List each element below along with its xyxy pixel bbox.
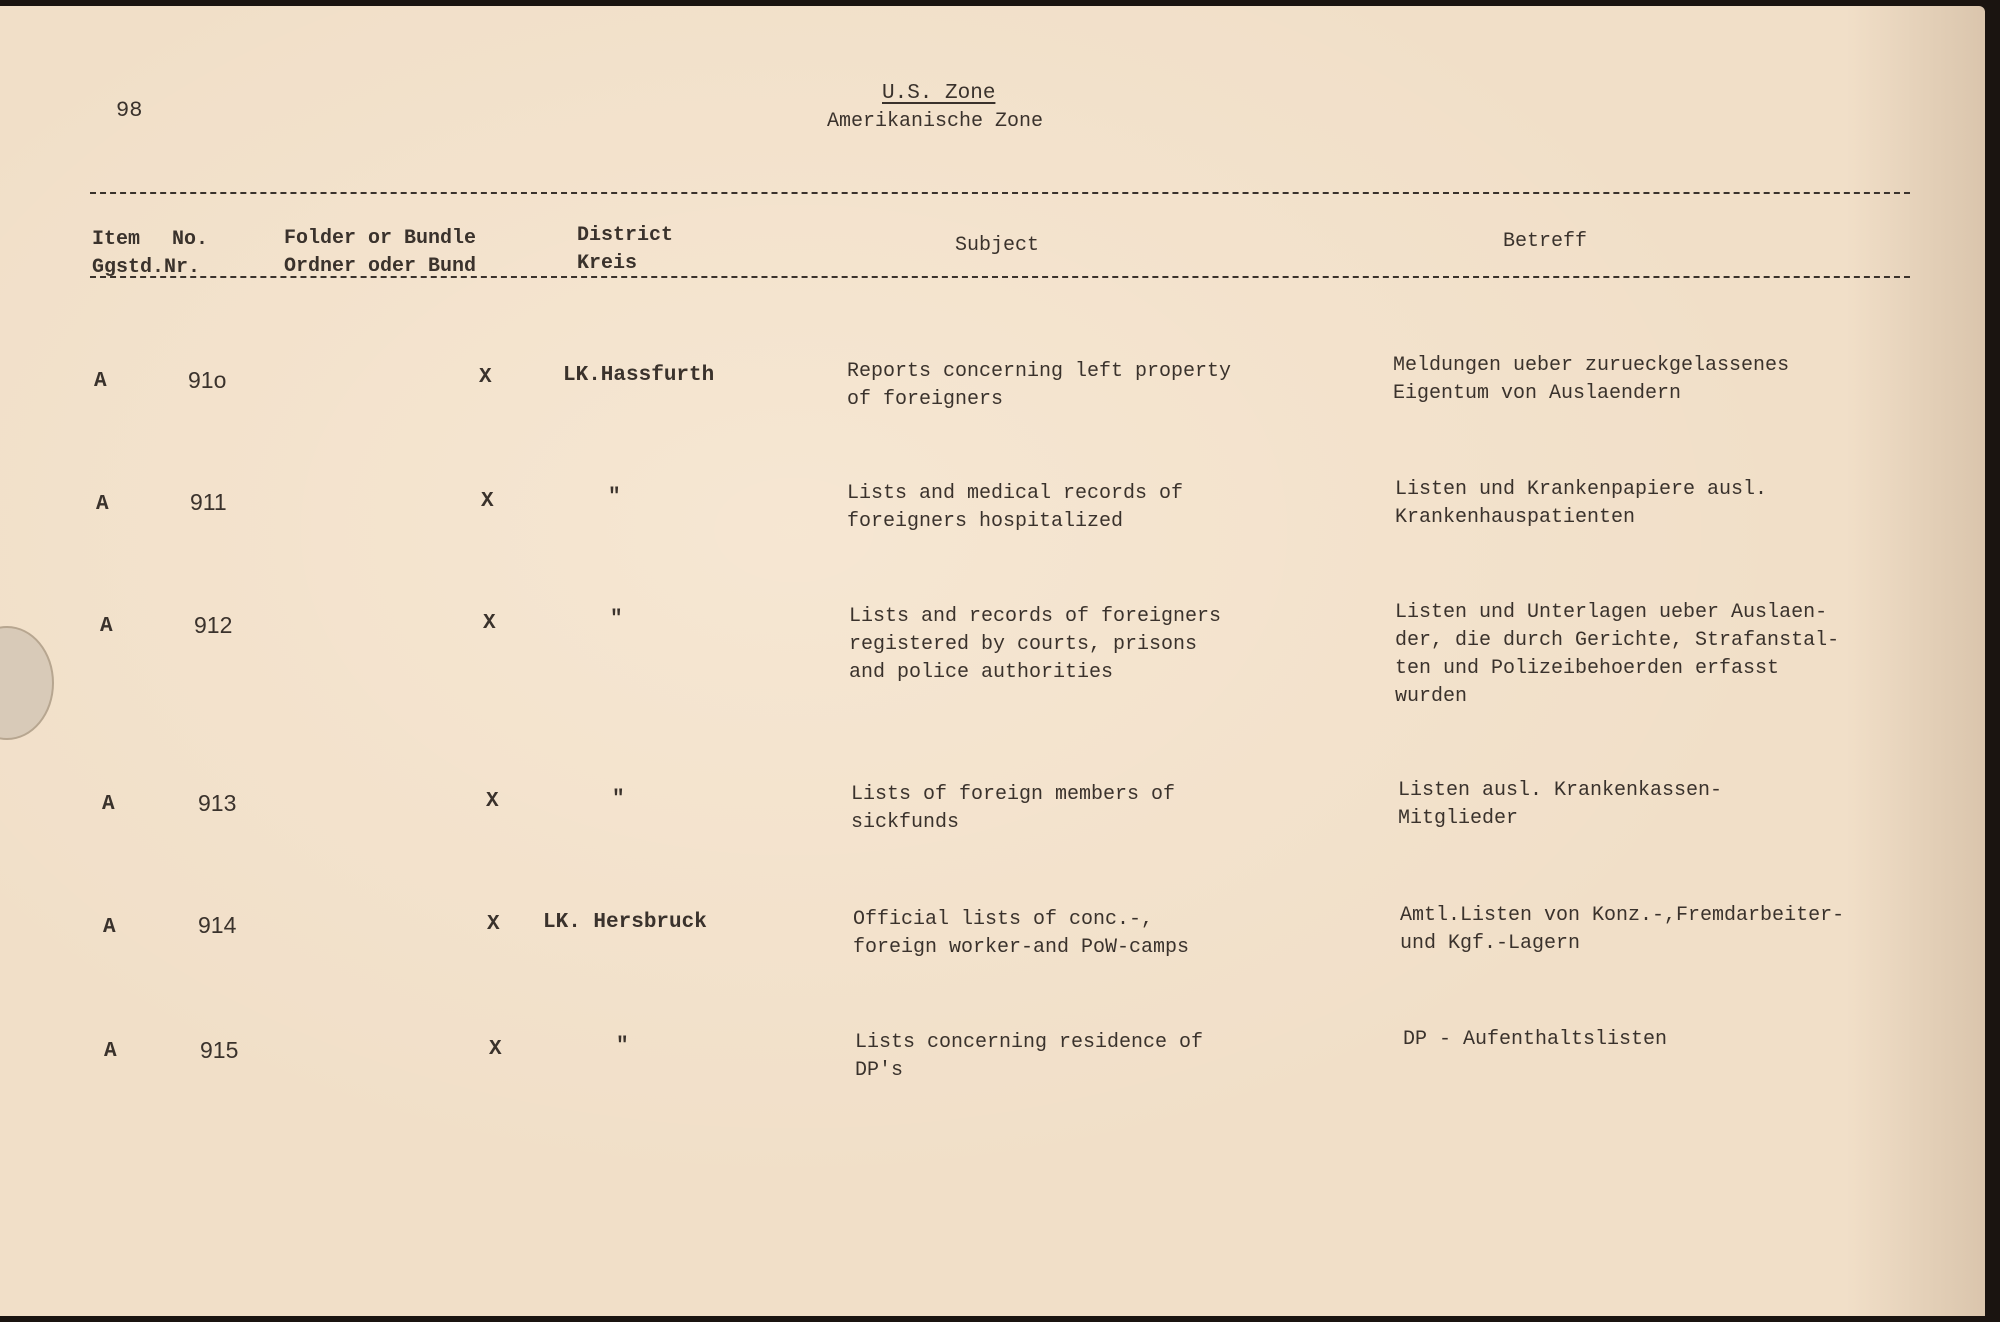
row-5-subject-line-2: foreign worker-and PoW-camps [853,936,1190,959]
row-1-betreff [1393,352,1789,408]
col-no-label: No. [172,228,209,251]
row-4-subject-line-2: sickfunds [851,811,960,834]
row-2-betreff-line-2: Krankenhauspatienten [1395,506,1636,529]
row-1-subject-line-2: of foreigners [847,388,1004,411]
row-4-folder: X [486,790,499,813]
row-3-folder: X [483,612,496,635]
row-4-betreff-line-1: Listen ausl. Krankenkassen- [1398,779,1723,802]
row-5-subject-line-1: Official lists of conc.-, [853,908,1154,931]
row-2-item: A [96,493,109,516]
row-6-subject-line-1: Lists concerning residence of [855,1031,1204,1054]
row-2-subject-line-2: foreigners hospitalized [847,510,1124,533]
row-1-subject [847,358,1231,414]
zone-title-en: U.S. Zone [882,82,996,105]
row-6-district: " [616,1035,629,1058]
row-5-folder: X [487,913,500,936]
row-6-folder: X [489,1038,502,1061]
row-3-subject-line-2: registered by courts, prisons [849,633,1198,656]
row-2-subject-line-1: Lists and medical records of [847,482,1184,505]
page-number: 98 [116,98,143,123]
row-4-betreff [1398,777,1722,833]
col-item-no-de-label: Ggstd.Nr. [92,256,201,279]
col-item-label: Item [92,228,141,251]
row-5-betreff-line-2: und Kgf.-Lagern [1400,932,1581,955]
row-1-district: LK.Hassfurth [563,364,715,387]
row-4-no: 913 [198,790,237,816]
row-5-subject [853,906,1189,962]
row-3-betreff-line-1: Listen und Unterlagen ueber Auslaen- [1395,601,1828,624]
row-6-betreff-line-1: DP - Aufenthaltslisten [1403,1028,1668,1051]
row-2-folder: X [481,490,494,513]
binder-tab-cutout [0,626,54,740]
zone-title-de: Amerikanische Zone [827,110,1044,133]
row-3-subject-line-1: Lists and records of foreigners [849,605,1222,628]
row-6-item: A [104,1040,117,1063]
row-4-subject [851,781,1175,837]
row-3-betreff-line-2: der, die durch Gerichte, Strafanstal- [1395,629,1840,652]
row-2-no: 911 [190,489,227,515]
row-3-district: " [610,608,623,631]
row-2-subject [847,480,1183,536]
row-5-betreff-line-1: Amtl.Listen von Konz.-,Fremdarbeiter- [1400,904,1845,927]
row-6-subject-line-2: DP's [855,1059,904,1082]
row-6-no: 915 [200,1037,239,1063]
row-1-item: A [94,370,107,393]
row-4-subject-line-1: Lists of foreign members of [851,783,1176,806]
row-6-subject [855,1029,1203,1085]
row-5-district: LK. Hersbruck [543,911,707,934]
header-rule-top [90,192,1910,194]
row-5-item: A [103,916,116,939]
row-1-subject-line-1: Reports concerning left property [847,360,1232,383]
col-betreff-label: Betreff [1503,230,1588,253]
row-3-item: A [100,615,113,638]
col-subject-label: Subject [955,234,1040,257]
document-page [0,6,1985,1316]
row-2-betreff-line-1: Listen und Krankenpapiere ausl. [1395,478,1768,501]
row-1-no: 91o [188,367,227,393]
row-3-betreff-line-4: wurden [1395,685,1468,708]
row-3-no: 912 [194,612,233,638]
row-3-subject [849,603,1221,687]
row-1-betreff-line-1: Meldungen ueber zurueckgelassenes [1393,354,1790,377]
row-3-betreff [1395,599,1839,711]
row-2-betreff [1395,476,1767,532]
col-district-label: District [577,224,674,247]
row-2-district: " [608,486,621,509]
row-4-district: " [612,788,625,811]
row-1-betreff-line-2: Eigentum von Auslaendern [1393,382,1682,405]
row-4-betreff-line-2: Mitglieder [1398,807,1519,830]
col-folder-de-label: Ordner oder Bund [284,255,477,278]
col-folder-label: Folder or Bundle [284,227,477,250]
row-1-folder: X [479,366,492,389]
row-5-betreff [1400,902,1844,958]
header-rule-bottom [90,276,1910,278]
row-3-betreff-line-3: ten und Polizeibehoerden erfasst [1395,657,1780,680]
col-district-de-label: Kreis [577,252,638,275]
row-6-betreff [1403,1026,1667,1054]
row-5-no: 914 [198,912,237,938]
row-3-subject-line-3: and police authorities [849,661,1114,684]
row-4-item: A [102,793,115,816]
